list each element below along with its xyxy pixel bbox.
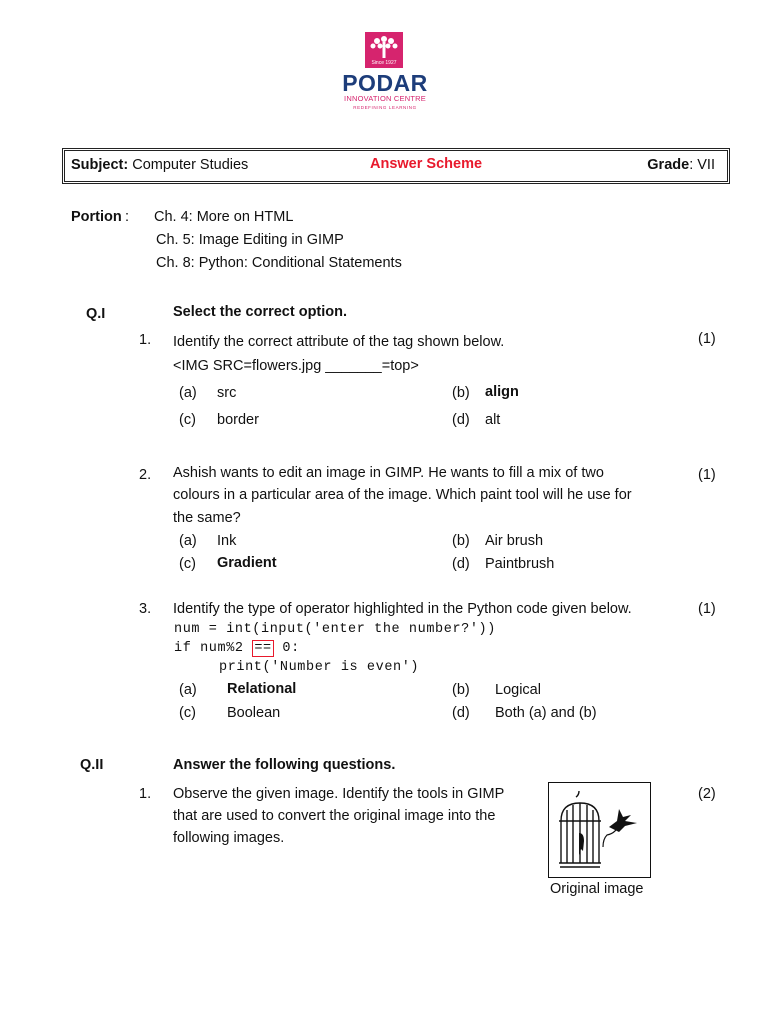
item-number: 3. [139,601,152,617]
option-value: Both (a) and (b) [495,705,597,721]
item-number: 2. [139,467,152,483]
question-text: the same? [173,510,241,526]
portion-chapter: Ch. 8: Python: Conditional Statements [156,255,402,271]
option-value: Boolean [227,705,281,721]
option-key: (a) [179,385,197,401]
option-key: (b) [452,533,470,549]
option-key: (c) [179,705,196,721]
marks: (1) [698,331,716,347]
image-caption: Original image [550,881,644,897]
option-key: (d) [452,412,470,428]
header-box [62,148,730,184]
code-line: print('Number is even') [219,660,420,675]
option-key: (c) [179,556,196,572]
code-line: num = int(input('enter the number?')) [174,622,496,637]
portion-label: Portion [71,209,122,225]
option-key: (b) [452,385,470,401]
question-text: Identify the type of operator highlighted in the Python code given below. [173,601,632,617]
portion-chapter: Ch. 4: More on HTML [154,209,294,225]
section-title: Answer the following questions. [173,757,396,773]
option-value: Logical [495,682,541,698]
answer-scheme-title: Answer Scheme [370,156,483,172]
podar-logo [335,28,435,112]
logo-subtitle: INNOVATION CENTRE [344,94,426,103]
highlighted-operator: == [254,641,272,656]
option-value: alt [485,412,501,428]
marks: (2) [698,786,716,802]
item-number: 1. [139,332,152,348]
logo-name: PODAR [342,70,428,96]
question-text: that are used to convert the original image into the [173,808,496,824]
original-image [548,782,651,878]
question-number: Q.I [86,306,106,322]
option-key: (c) [179,412,196,428]
section-title: Select the correct option. [173,304,348,320]
question-text: colours in a particular area of the image. Which paint tool will he use for [173,487,632,503]
item-number: 1. [139,786,152,802]
birdcage-icon [549,783,650,877]
question-text: Ashish wants to edit an image in GIMP. He wants to fill a mix of two [173,465,604,481]
grade: Grade: VII [647,157,715,173]
option-value-correct: Gradient [217,555,277,571]
question-text: Observe the given image. Identify the tools in GIMP [173,786,505,802]
question-text: Identify the correct attribute of the tag shown below. [173,334,505,350]
portion-chapter: Ch. 5: Image Editing in GIMP [156,232,344,248]
option-value: border [217,412,259,428]
option-value-correct: Relational [227,681,297,697]
option-key: (d) [452,556,470,572]
option-value: Paintbrush [485,556,555,572]
option-value-correct: align [485,384,519,400]
option-key: (b) [452,682,470,698]
option-value: Ink [217,533,237,549]
subject: Subject: Computer Studies [71,157,249,173]
marks: (1) [698,601,716,617]
option-key: (d) [452,705,470,721]
logo-since: Since 1927 [371,60,397,66]
marks: (1) [698,467,716,483]
question-number: Q.II [80,757,104,773]
logo-tagline: REDEFINING LEARNING [353,105,417,110]
option-key: (a) [179,533,197,549]
code-line: if num%2 == 0: [174,641,300,656]
question-text: <IMG SRC=flowers.jpg _______=top> [173,358,419,374]
option-value: Air brush [485,533,544,549]
option-key: (a) [179,682,197,698]
question-text: following images. [173,830,285,846]
option-value: src [217,385,237,401]
portion-colon: : [125,209,130,225]
